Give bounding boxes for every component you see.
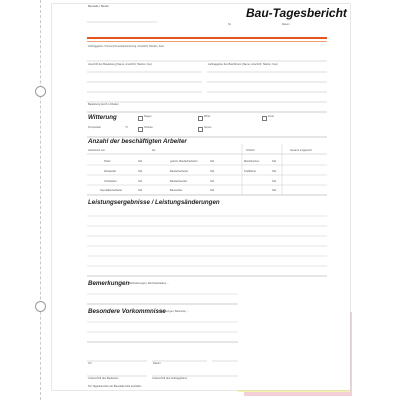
perforation-line bbox=[40, 0, 41, 400]
schnee-checkbox[interactable] bbox=[138, 127, 143, 132]
std-label: Std. bbox=[138, 170, 143, 173]
vorkommnisse-sub: (Begehungen, Besuche) ... bbox=[158, 310, 189, 313]
std-label: Std. bbox=[210, 180, 215, 183]
schicht-label: Schicht bbox=[246, 149, 255, 152]
wind-checkbox[interactable] bbox=[198, 116, 203, 121]
row-label: Spezialfacharbeiter bbox=[100, 189, 123, 192]
ort-label: Ort bbox=[88, 362, 92, 365]
std-label: Std. bbox=[272, 189, 277, 192]
std-label: Std. bbox=[210, 170, 215, 173]
frost-label: Frost bbox=[268, 115, 274, 118]
row-label: Baufachwerker bbox=[170, 180, 188, 183]
page-title: Bau-Tagesbericht bbox=[246, 6, 347, 20]
footer-note: Für Tagesberichte der Baustelle bitte ausfüllen bbox=[88, 385, 142, 388]
footer-datum-label: Datum bbox=[153, 362, 161, 365]
gesamt-label: Gesamt eingesetzt bbox=[290, 149, 312, 152]
sonne-label: Sonne bbox=[204, 126, 212, 129]
row-label: Polier bbox=[104, 160, 111, 163]
celsius-label: °C bbox=[125, 126, 128, 129]
bauleitung-arbeiter-label: Bauleitung durch / Arbeiter bbox=[88, 103, 119, 106]
unterschrift-auftraggeber-label: Unterschrift des Auftraggebers bbox=[152, 377, 188, 380]
frost-checkbox[interactable] bbox=[262, 116, 267, 121]
std-label: Std. bbox=[138, 189, 143, 192]
vorkommnisse-heading: Besondere Vorkommnisse bbox=[88, 308, 166, 315]
row-label: Baufacharbeiter bbox=[170, 170, 189, 173]
regen-label: Regen bbox=[144, 115, 152, 118]
row-label: Bauwerker bbox=[170, 189, 183, 192]
accent-bar-2 bbox=[87, 41, 327, 43]
punch-hole-top bbox=[35, 86, 46, 97]
punch-hole-bottom bbox=[35, 301, 46, 312]
row-label: Vorarbeiter bbox=[104, 180, 117, 183]
temperatur-label: Temperatur bbox=[88, 126, 102, 129]
bemerkungen-sub: (Behinderungen, Wechselstellen) ... bbox=[128, 282, 170, 285]
std-label: Std. bbox=[272, 180, 277, 183]
accent-bar-1 bbox=[87, 37, 327, 39]
form-sheet bbox=[52, 4, 350, 390]
arbeiter-heading: Anzahl der beschäftigten Arbeiter bbox=[88, 138, 187, 145]
witterung-heading: Witterung bbox=[88, 114, 117, 121]
std-label: Std. bbox=[210, 189, 215, 192]
arbeitszeit-label: Arbeitszeit von bbox=[88, 149, 106, 152]
row-label: gelernt. Baufacharbeiter bbox=[170, 160, 198, 163]
row-label: Kraftfahrer bbox=[244, 170, 257, 173]
schnee-label: Schnee bbox=[144, 126, 153, 129]
row-label: Werkpolier bbox=[104, 170, 117, 173]
sonne-checkbox[interactable] bbox=[198, 127, 203, 132]
wind-label: Wind bbox=[204, 115, 210, 118]
unterschrift-bauleiter-label: Unterschrift des Bauleiters bbox=[88, 377, 119, 380]
regen-checkbox[interactable] bbox=[138, 116, 143, 121]
nr-label: Nr. bbox=[228, 23, 232, 26]
top-small-label: Baustelle / Bauteil bbox=[88, 5, 109, 8]
leistung-heading: Leistungsergebnisse / Leistungsänderungen bbox=[88, 199, 220, 206]
std-label: Std. bbox=[138, 160, 143, 163]
datum-label: Datum bbox=[282, 23, 290, 26]
std-label: Std. bbox=[210, 160, 215, 163]
bauleitung-address-label: Anschrift der Bauleitung (Name, Anschrift, Telefon, Fax) bbox=[88, 63, 152, 66]
std-label: Std. bbox=[272, 160, 277, 163]
std-label: Std. bbox=[138, 180, 143, 183]
bemerkungen-heading: Bemerkungen bbox=[88, 280, 130, 287]
std-label: Std. bbox=[272, 170, 277, 173]
bauführer-address-label: Auftraggeber des Bauführers (Name, Anschrift, Telefon, Fax) bbox=[208, 63, 278, 66]
bis-label: bis bbox=[152, 149, 156, 152]
form-lines bbox=[52, 4, 350, 390]
auftraggeber-label: Auftraggeber / Firma (Firmenbezeichnung, Anschrift, Telefon, Fax) bbox=[88, 45, 164, 48]
row-label: Maschinisten bbox=[244, 160, 260, 163]
